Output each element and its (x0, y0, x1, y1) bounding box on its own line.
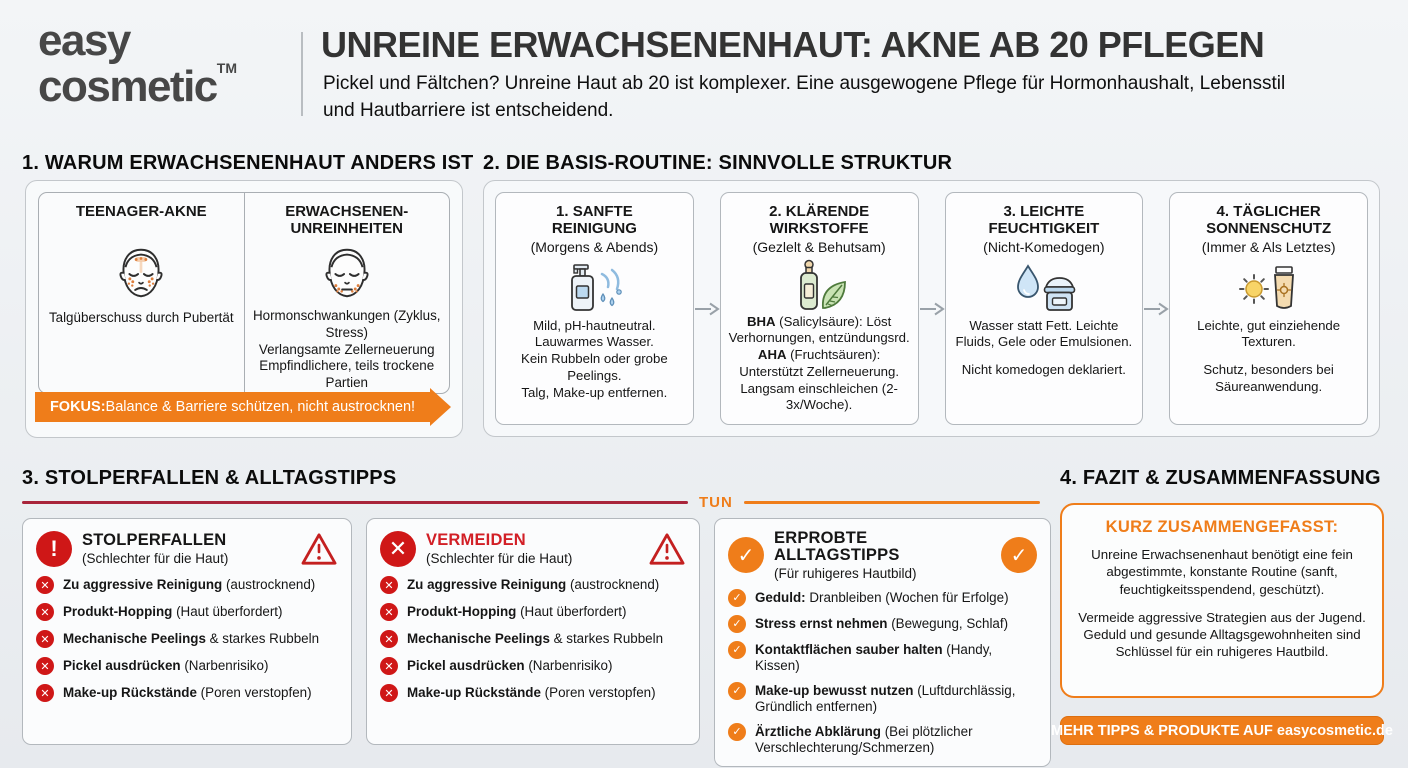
section2-heading: 2. DIE BASIS-ROUTINE: SINNVOLLE STRUKTUR (483, 152, 953, 174)
adult-line: Empfindlichere, teils trockene Partien (259, 358, 435, 390)
list-item: ✓ Ärztliche Abklärung (Bei plötzlicher Verschlechterung/Schmerzen) (728, 723, 1037, 756)
arrow-head-icon (430, 388, 451, 426)
card-subtitle: (Gezlelt & Behutsam) (752, 238, 886, 255)
summary-paragraph-1: Unreine Erwachsenenhaut benötigt eine fein abgestimmte, konstante Routine (sanft, feuchtigkeitsspendend, geschützt). (1091, 547, 1353, 597)
teenager-column (39, 193, 245, 393)
box-subtitle: (Für ruhigeres Hautbild) (774, 565, 917, 581)
skin-comparison-panel (38, 192, 450, 394)
x-circle-icon: ✕ (36, 603, 54, 621)
fokus-arrow-banner (35, 388, 451, 426)
tun-label: TUN (699, 494, 733, 511)
card-title: 3. LEICHTE FEUCHTIGKEIT (988, 203, 1100, 238)
section3-divider (22, 494, 1040, 511)
x-circle-icon: ✕ (380, 576, 398, 594)
pump-bottle-splash-icon (502, 258, 687, 316)
logo-line1: easy (38, 16, 130, 65)
card-title: 4. TÄGLICHER SONNENSCHUTZ (1206, 203, 1332, 238)
card-body: Wasser statt Fett. Leichte Fluids, Gele oder Emulsionen. Nicht komedogen deklariert. (955, 317, 1133, 378)
arrow-right-icon (694, 192, 720, 425)
card-title: 1. SANFTE REINIGUNG (551, 203, 637, 238)
teenager-column-title: TEENAGER-AKNE (75, 203, 207, 220)
routine-card-4 (1169, 192, 1368, 425)
list-item: ✕ Make-up Rückstände (Poren verstopfen) (380, 684, 686, 702)
summary-title: KURZ ZUSAMMENGEFASST: (1105, 518, 1339, 536)
section4-heading: 4. FAZIT & ZUSAMMENFASSUNG (1060, 467, 1381, 489)
box-subtitle: (Schlechter für die Haut) (82, 550, 229, 566)
card-subtitle: (Immer & Als Letztes) (1201, 238, 1336, 255)
x-circle-icon: ✕ (36, 657, 54, 675)
page-subtitle: Pickel und Fältchen? Unreine Haut ab 20 ist komplexer. Eine ausgewogene Pflege für Hormonhaushalt, Lebensstil und Hautbarriere ist entscheidend. (323, 73, 1286, 121)
adult-column-title: ERWACHSENEN-UNREINHEITEN (285, 203, 409, 238)
routine-card-1 (495, 192, 694, 425)
list-item: ✕ Produkt-Hopping (Haut überfordert) (380, 603, 686, 621)
card-body: Mild, pH-hautneutral. Lauwarmes Wasser. Kein Rubbeln oder grobe Peelings. Talg, Make-up entfernen. (521, 317, 668, 400)
adult-line: Verlangsamte Zellerneuerung (258, 341, 435, 357)
vermeiden-box (366, 518, 700, 745)
list-item: ✕ Mechanische Peelings & starkes Rubbeln (36, 630, 338, 648)
alltagstipps-box (714, 518, 1051, 767)
logo-line2: cosmetic (38, 61, 217, 111)
list-item: ✕ Produkt-Hopping (Haut überfordert) (36, 603, 338, 621)
x-circle-icon: ✕ (380, 603, 398, 621)
fokus-banner-text (35, 392, 430, 422)
page-title: UNREINE ERWACHSENENHAUT: AKNE AB 20 PFLEGEN (321, 24, 1265, 65)
list-item: ✕ Mechanische Peelings & starkes Rubbeln (380, 630, 686, 648)
warning-triangle-icon (648, 532, 686, 566)
adult-line: Hormonschwankungen (Zyklus, Stress) (252, 308, 441, 340)
x-circle-icon: ✕ (380, 531, 416, 567)
box-title: VERMEIDEN (426, 531, 526, 550)
orange-divider-line (744, 501, 1040, 504)
list-item: ✓ Make-up bewusst nutzen (Luftdurchlässig, Gründlich entfernen) (728, 682, 1037, 715)
list-item: ✕ Pickel ausdrücken (Narbenrisiko) (380, 657, 686, 675)
routine-card-3 (945, 192, 1144, 425)
adult-face-icon (316, 242, 378, 304)
check-circle-icon: ✓ (728, 641, 746, 659)
section3-heading: 3. STOLPERFALLEN & ALLTAGSTIPPS (22, 467, 397, 489)
x-circle-icon: ✕ (36, 684, 54, 702)
routine-card-2 (720, 192, 919, 425)
dropper-bottle-leaf-icon (727, 258, 912, 312)
card-subtitle: (Morgens & Abends) (530, 238, 659, 255)
box-title: STOLPERFALLEN (82, 531, 227, 550)
list-item: ✓ Geduld: Dranbleiben (Wochen für Erfolge) (728, 589, 1037, 607)
x-circle-icon: ✕ (380, 630, 398, 648)
check-circle-icon: ✓ (728, 615, 746, 633)
card-title: 2. KLÄRENDE WIRKSTOFFE (769, 203, 870, 238)
warning-triangle-icon (300, 532, 338, 566)
box-subtitle: (Schlechter für die Haut) (426, 550, 573, 566)
arrow-right-icon (919, 192, 945, 425)
summary-box (1060, 503, 1384, 698)
check-circle-icon: ✓ (728, 723, 746, 741)
check-circle-icon: ✓ (728, 682, 746, 700)
fokus-label: FOKUS: (49, 399, 106, 415)
box-title: ERPROBTE ALLTAGSTIPPS (774, 529, 900, 565)
summary-paragraph-2: Vermeide aggressive Strategien aus der Jugend. Geduld und gesunde Alltagsgewohnheiten sind Schlüssel für ein ruhigeres Hautbild. (1078, 609, 1366, 660)
check-circle-icon: ✓ (1001, 537, 1037, 573)
header-divider (301, 32, 303, 116)
section1-heading: 1. WARUM ERWACHSENENHAUT ANDERS IST (22, 152, 474, 174)
teenager-text: Talgüberschuss durch Pubertät (48, 310, 234, 325)
x-circle-icon: ✕ (380, 684, 398, 702)
teen-face-icon (110, 242, 172, 306)
red-divider-line (22, 501, 688, 504)
adult-text (253, 308, 442, 392)
section1-box (25, 180, 463, 438)
list-item: ✕ Make-up Rückstände (Poren verstopfen) (36, 684, 338, 702)
check-circle-icon: ✓ (728, 537, 764, 573)
x-circle-icon: ✕ (380, 657, 398, 675)
x-circle-icon: ✕ (36, 576, 54, 594)
sun-sunscreen-tube-icon (1176, 258, 1361, 316)
list-item: ✓ Kontaktflächen sauber halten (Handy, Kissen) (728, 641, 1037, 674)
droplet-cream-jar-icon (952, 258, 1137, 316)
routine-panel (483, 180, 1380, 437)
x-circle-icon: ✕ (36, 630, 54, 648)
exclamation-circle-icon: ! (36, 531, 72, 567)
list-item: ✕ Zu aggressive Reinigung (austrocknend) (36, 576, 338, 594)
section3-boxes (22, 518, 1051, 767)
trademark-symbol: TM (216, 59, 237, 76)
check-circle-icon: ✓ (728, 589, 746, 607)
arrow-right-icon (1143, 192, 1169, 425)
stolperfallen-box (22, 518, 352, 745)
card-subtitle: (Nicht-Komedogen) (983, 238, 1105, 255)
easycosmetic-logo (38, 16, 237, 111)
fokus-text: Balance & Barriere schützen, nicht austrocknen! (105, 399, 416, 415)
list-item: ✕ Pickel ausdrücken (Narbenrisiko) (36, 657, 338, 675)
cta-button[interactable]: MEHR TIPPS & PRODUKTE AUF easycosmetic.de (1060, 716, 1384, 745)
list-item: ✓ Stress ernst nehmen (Bewegung, Schlaf) (728, 615, 1037, 633)
adult-column (245, 193, 450, 393)
card-body: BHA (Salicylsäure): Löst Verhornungen, entzündungsrd. AHA (Fruchtsäuren): Unterstützt Zellerneuerung. Langsam einschleichen (2-3x/Woche). (728, 313, 910, 413)
list-item: ✕ Zu aggressive Reinigung (austrocknend) (380, 576, 686, 594)
card-body: Leichte, gut einziehende Texturen. Schutz, besonders bei Säureanwendung. (1197, 317, 1341, 394)
